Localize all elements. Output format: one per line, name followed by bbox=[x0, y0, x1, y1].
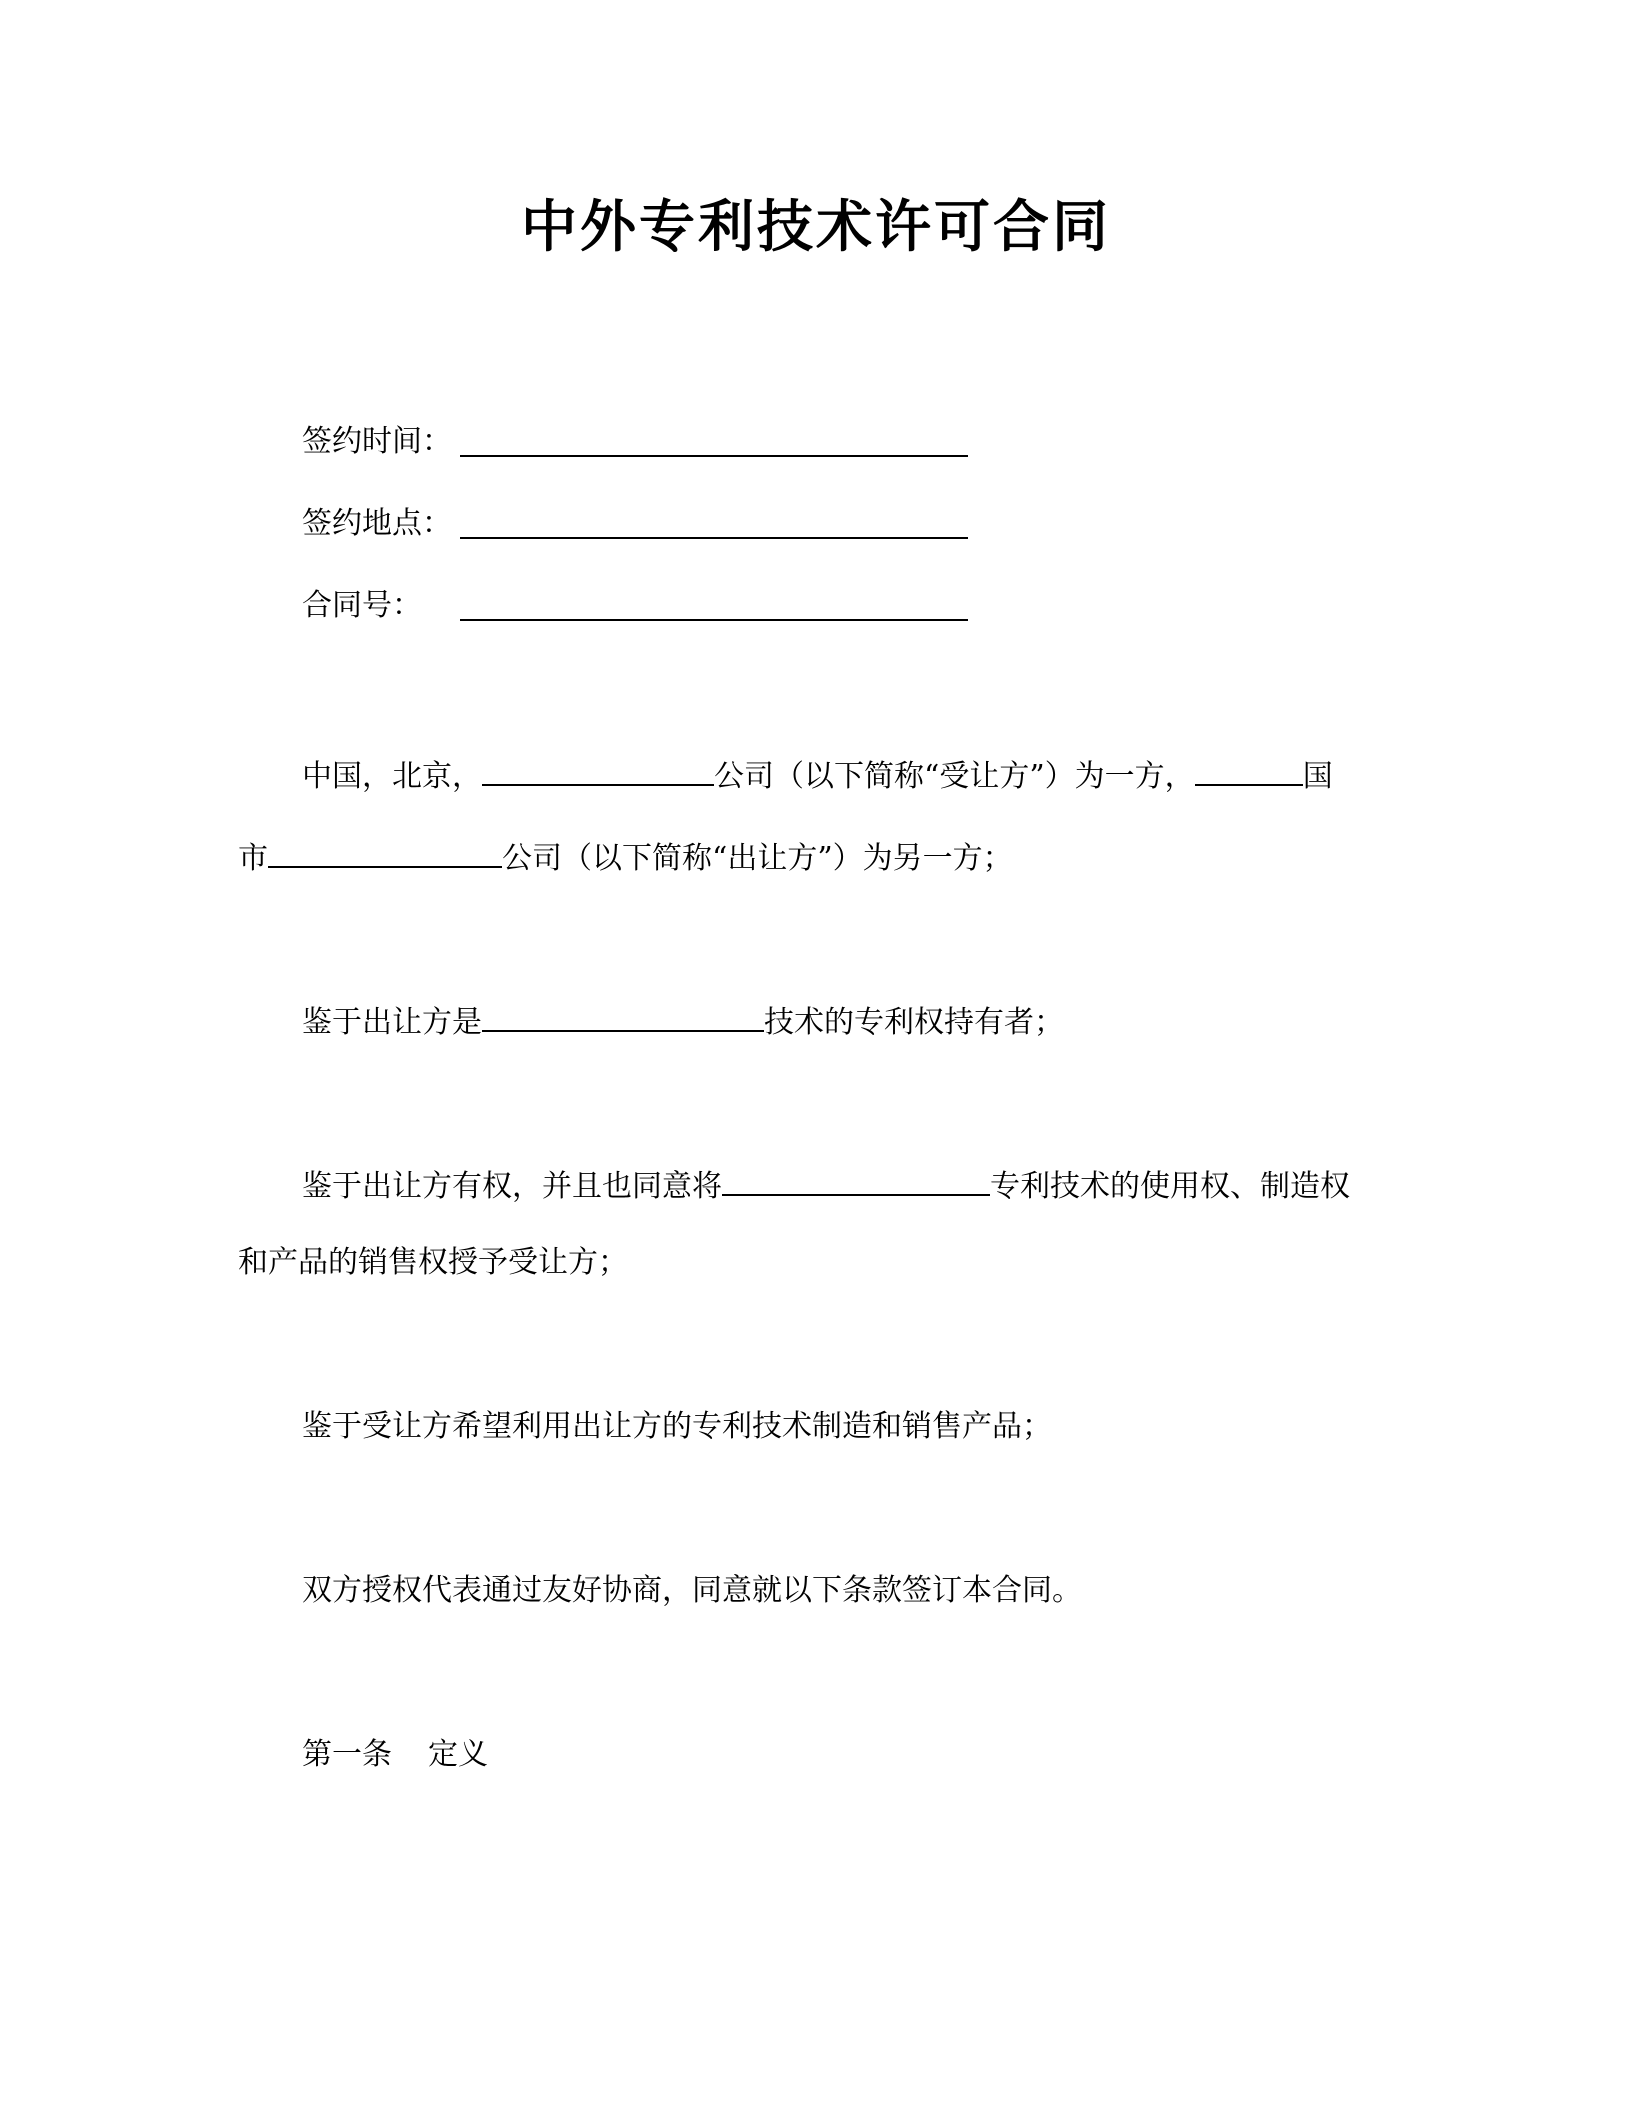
contract-no-blank[interactable] bbox=[460, 619, 968, 621]
buyer-company-blank[interactable] bbox=[482, 750, 714, 786]
party-clause-text: 公司（以下简称“受让方”）为一方， bbox=[714, 759, 1195, 794]
signing-time-blank[interactable] bbox=[460, 455, 968, 457]
party-clause-line-1 bbox=[302, 750, 1333, 799]
recital-text: 技术的专利权持有者； bbox=[764, 1005, 1064, 1040]
contract-no-label: 合同号： bbox=[302, 588, 422, 623]
party-clause-text: 公司（以下简称“出让方”）为另一方； bbox=[502, 841, 1013, 876]
article-title: 定义 bbox=[428, 1737, 488, 1772]
seller-company-blank[interactable] bbox=[268, 832, 502, 868]
recital-1 bbox=[302, 996, 1064, 1045]
party-clause-line-2 bbox=[238, 832, 1013, 881]
party-clause-text: 国 bbox=[1302, 759, 1333, 794]
recital-text: 鉴于出让方是 bbox=[302, 1005, 482, 1040]
seller-country-blank[interactable] bbox=[1195, 750, 1303, 786]
article-number: 第一条 bbox=[302, 1737, 392, 1772]
agreement-statement: 双方授权代表通过友好协商，同意就以下条款签订本合同。 bbox=[302, 1573, 1082, 1608]
patent-technology-blank[interactable] bbox=[722, 1160, 990, 1196]
party-clause-text: 市 bbox=[238, 841, 268, 876]
article-1-heading bbox=[302, 1733, 488, 1777]
page-title: 中外专利技术许可合同 bbox=[521, 195, 1111, 260]
signing-place-label: 签约地点： bbox=[302, 506, 452, 541]
recital-2-line-1 bbox=[302, 1160, 1350, 1209]
recital-3: 鉴于受让方希望利用出让方的专利技术制造和销售产品； bbox=[302, 1409, 1052, 1444]
technology-name-blank[interactable] bbox=[482, 996, 764, 1032]
recital-text: 鉴于出让方有权，并且也同意将 bbox=[302, 1169, 722, 1204]
party-clause-text: 中国，北京， bbox=[302, 759, 482, 794]
recital-2-line-2: 和产品的销售权授予受让方； bbox=[238, 1245, 628, 1280]
recital-text: 专利技术的使用权、制造权 bbox=[990, 1169, 1350, 1204]
signing-time-label: 签约时间： bbox=[302, 424, 452, 459]
signing-place-blank[interactable] bbox=[460, 537, 968, 539]
